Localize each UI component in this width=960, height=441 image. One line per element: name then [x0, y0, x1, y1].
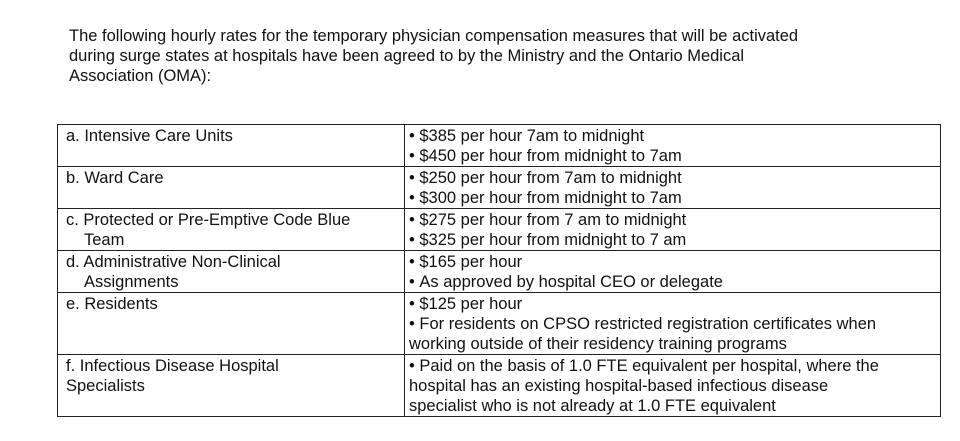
- category-label: c. Protected or Pre-Emptive Code Blue: [66, 211, 351, 229]
- category-label-continued: Assignments: [84, 273, 179, 291]
- rate-detail: • $275 per hour from 7 am to midnight: [409, 210, 936, 230]
- rates-table: [57, 124, 941, 417]
- category-label: f. Infectious Disease Hospital: [66, 357, 279, 375]
- category-label-continued: Specialists: [66, 377, 145, 395]
- intro-line: during surge states at hospitals have been agreed to by the Ministry and the Ontario Medical: [69, 47, 745, 65]
- rate-details-cell: [405, 293, 941, 355]
- rate-detail: • As approved by hospital CEO or delegate: [409, 272, 936, 292]
- rate-details-cell: [405, 251, 941, 293]
- table-row: [58, 293, 941, 355]
- rate-detail: • $125 per hour: [409, 294, 936, 314]
- rate-detail: • $250 per hour from 7am to midnight: [409, 168, 936, 188]
- category-label-continued: Team: [84, 231, 125, 249]
- rate-detail: • $385 per hour 7am to midnight: [409, 126, 936, 146]
- rate-details-cell: [405, 167, 941, 209]
- rate-detail: • For residents on CPSO restricted registration certificates when: [409, 314, 936, 334]
- category-cell: [58, 251, 405, 293]
- category-cell: [58, 355, 405, 417]
- rate-details-cell: [405, 209, 941, 251]
- rate-details-cell: [405, 125, 941, 167]
- category-cell: [58, 125, 405, 167]
- table-row: [58, 355, 941, 417]
- intro-line: Association (OMA):: [69, 67, 212, 85]
- category-cell: [58, 167, 405, 209]
- category-cell: [58, 293, 405, 355]
- rate-detail-continued: hospital has an existing hospital-based infectious disease: [409, 377, 829, 395]
- category-label: a. Intensive Care Units: [66, 127, 233, 145]
- table-row: [58, 209, 941, 251]
- intro-paragraph: [69, 26, 899, 86]
- rate-detail: • $325 per hour from midnight to 7 am: [409, 230, 936, 250]
- rate-details-cell: [405, 355, 941, 417]
- rate-detail-continued: working outside of their residency training programs: [409, 335, 787, 353]
- category-label: e. Residents: [66, 295, 158, 313]
- category-label: d. Administrative Non-Clinical: [66, 253, 281, 271]
- table-row: [58, 167, 941, 209]
- table-row: [58, 125, 941, 167]
- rate-detail: • Paid on the basis of 1.0 FTE equivalent per hospital, where the: [409, 356, 936, 376]
- table-row: [58, 251, 941, 293]
- category-cell: [58, 209, 405, 251]
- rate-detail-continued: specialist who is not already at 1.0 FTE equivalent: [409, 397, 776, 415]
- rate-detail: • $450 per hour from midnight to 7am: [409, 146, 936, 166]
- rate-detail: • $300 per hour from midnight to 7am: [409, 188, 936, 208]
- category-label: b. Ward Care: [66, 169, 164, 187]
- rate-detail: • $165 per hour: [409, 252, 936, 272]
- intro-line: The following hourly rates for the temporary physician compensation measures that will be activated: [69, 27, 799, 45]
